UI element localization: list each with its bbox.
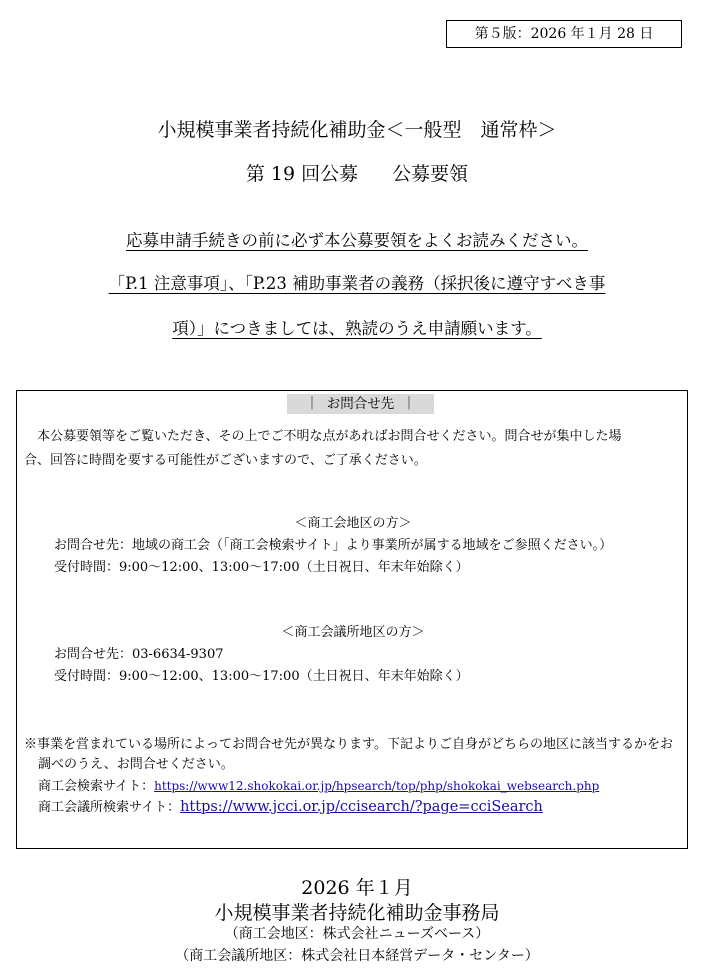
- shokokai-site-label: 商工会検索サイト：: [38, 779, 155, 794]
- contact-header: [287, 394, 434, 414]
- area-note-line-2: 調べのうえ、お問合せください。: [38, 757, 234, 772]
- notice-line-2: 「P.1 注意事項」、「P.23 補助事業者の義務（採択後に遵守すべき事: [108, 274, 606, 293]
- cci-site-row: [38, 798, 543, 817]
- contact-box: [16, 390, 688, 849]
- guideline-label: 公募要領: [392, 163, 469, 185]
- document-title: 小規模事業者持続化補助金＜一般型 通常枠＞: [157, 119, 557, 141]
- contact-intro-line-1: 本公募要領等をご覧いただき、その上でご不明な点があればお問合せください。問合せが集中した場: [24, 429, 622, 444]
- notice-line-3: 項）」につきましては、熟読のうえ申請願います。: [172, 319, 542, 338]
- footer-date: 2026 年１月: [301, 877, 413, 899]
- header-bar-right: ｜: [402, 396, 416, 412]
- round-number: 第 19 回公募: [245, 163, 359, 185]
- shokokai-site-link[interactable]: https://www12.shokokai.or.jp/hpsearch/top/php/shokokai_websearch.php: [154, 779, 600, 793]
- document-subtitle: [0, 159, 714, 186]
- shokokai-hours: 受付時間：9:00～12:00、13:00～17:00（土日祝日、年末年始除く）: [54, 560, 469, 575]
- cci-hours: 受付時間：9:00～12:00、13:00～17:00（土日祝日、年末年始除く）: [54, 669, 469, 684]
- cci-site-label: 商工会議所検索サイト：: [38, 800, 181, 815]
- shokokai-site-row: [38, 777, 599, 796]
- cci-contact: お問合せ先：03-6634-9307: [54, 647, 224, 662]
- header-bar-left: ｜: [305, 396, 319, 412]
- edition-date-box: 第５版：2026 年１月 28 日: [446, 20, 682, 48]
- footer-operator-cci: （商工会議所地区：株式会社日本経営データ・センター）: [175, 948, 539, 964]
- shokokai-contact: お問合せ先：地域の商工会（「商工会検索サイト」より事業所が属する地域をご参照ください。）: [54, 538, 613, 553]
- footer-office: 小規模事業者持続化補助金事務局: [214, 902, 500, 924]
- area-note-line-1: ※事業を営まれている場所によってお問合せ先が異なります。下記よりご自身がどちらの地区に該当するかをお: [24, 737, 673, 752]
- contact-intro-line-2: 合、回答に時間を要する可能性がございますので、ご了承ください。: [24, 453, 427, 468]
- notice-line-1: 応募申請手続きの前に必ず本公募要領をよくお読みください。: [126, 231, 588, 250]
- footer-operator-shokokai: （商工会地区：株式会社ニューズベース）: [224, 926, 490, 942]
- cci-site-link[interactable]: https://www.jcci.or.jp/ccisearch/?page=cciSearch: [180, 799, 543, 815]
- contact-header-label: お問合せ先: [326, 396, 395, 412]
- shokokai-heading: ＜商工会地区の方＞: [294, 516, 412, 531]
- cci-heading: ＜商工会議所地区の方＞: [281, 625, 425, 640]
